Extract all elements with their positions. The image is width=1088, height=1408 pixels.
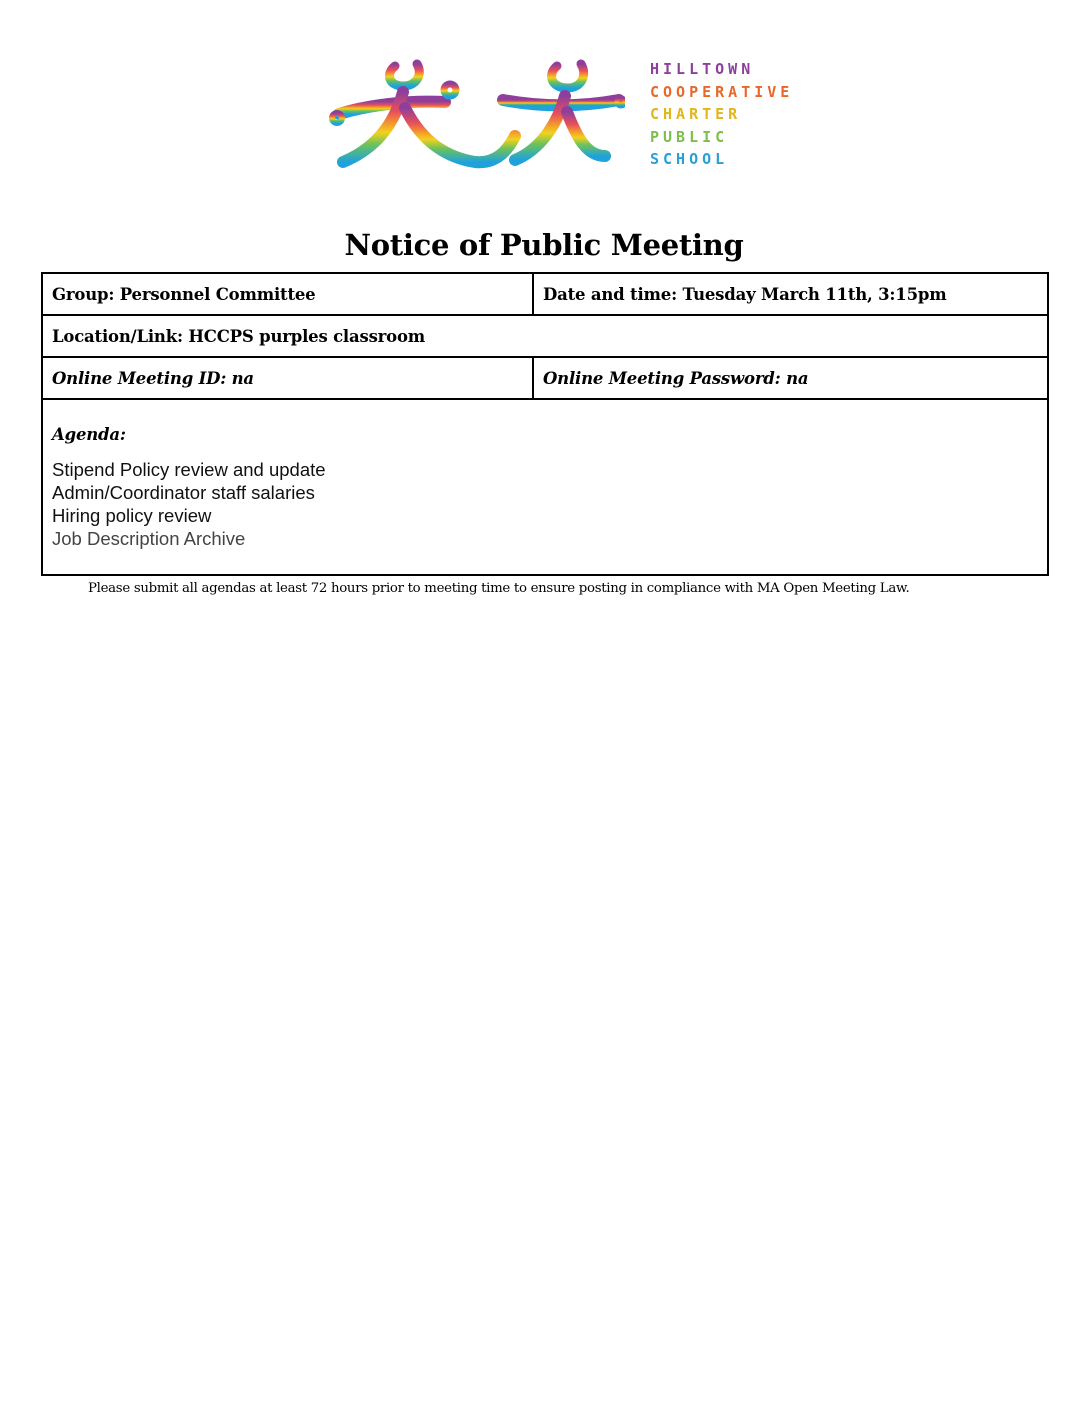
figures-logo-graphic: [325, 52, 625, 180]
date-time-cell: Date and time: Tuesday March 11th, 3:15pm: [533, 273, 1048, 315]
school-name-line: CHARTER: [650, 105, 742, 123]
agenda-item: Admin/Coordinator staff salaries: [52, 481, 315, 503]
agenda-list: [52, 458, 1038, 550]
agenda-item: Stipend Policy review and update: [52, 458, 326, 480]
agenda-item: Hiring policy review: [52, 504, 212, 526]
group-cell: Group: Personnel Committee: [42, 273, 533, 315]
meeting-info-table: [41, 272, 1049, 576]
school-name-line: PUBLIC: [650, 127, 729, 146]
school-name-line: SCHOOL: [650, 150, 729, 168]
meeting-id-cell: Online Meeting ID: na: [42, 357, 533, 399]
school-logo: [325, 52, 794, 180]
school-name-line: COOPERATIVE: [650, 82, 794, 101]
school-name-line: HILLTOWN: [650, 60, 755, 78]
school-name-block: [650, 58, 793, 171]
page-title: Notice of Public Meeting: [344, 228, 744, 262]
agenda-cell: [42, 399, 1048, 575]
agenda-label: Agenda:: [52, 424, 126, 444]
agenda-item: Job Description Archive: [52, 527, 246, 549]
submission-footnote: Please submit all agendas at least 72 hours prior to meeting time to ensure posting in compliance with MA Open Meeting Law.: [88, 581, 910, 596]
location-cell: Location/Link: HCCPS purples classroom: [42, 315, 1048, 357]
meeting-password-cell: Online Meeting Password: na: [533, 357, 1048, 399]
